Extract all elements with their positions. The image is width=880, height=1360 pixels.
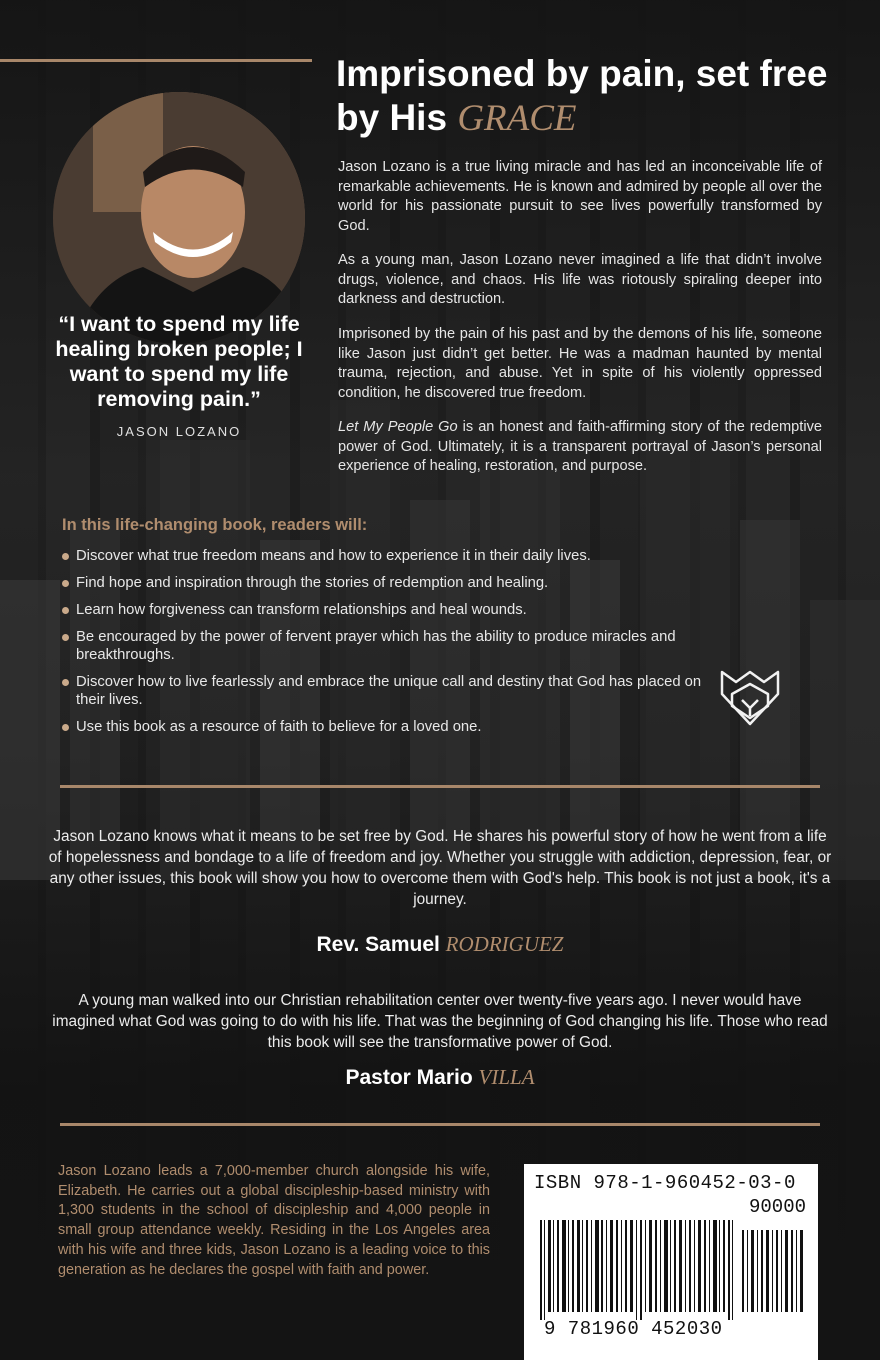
- list-item: [62, 628, 702, 664]
- bullet-icon: [62, 634, 69, 641]
- price-addon: 90000: [748, 1196, 806, 1218]
- isbn-barcode: [524, 1164, 818, 1360]
- list-item-text: Use this book as a resource of faith to believe for a loved one.: [76, 719, 482, 735]
- section-divider-1: [60, 785, 820, 788]
- author-portrait-icon: [53, 92, 305, 344]
- endorser-surname: VILLA: [478, 1065, 535, 1089]
- book-title: Let My People Go: [338, 419, 458, 435]
- list-item-text: Learn how forgiveness can transform relationships and heal wounds.: [76, 602, 527, 618]
- list-item-text: Discover how to live fearlessly and embrace the unique call and destiny that God has placed on their lives.: [76, 674, 702, 708]
- isbn-number: ISBN 978-1-960452-03-0: [534, 1172, 796, 1194]
- section-divider-2: [60, 1123, 820, 1126]
- bullet-icon: [62, 679, 69, 686]
- bullet-icon: [62, 580, 69, 587]
- list-item: [62, 718, 702, 736]
- description-paragraph-3: Imprisoned by the pain of his past and by the demons of his life, someone like Jason just didn’t get better. He was a madman haunted by mental trauma, rejection, and abuse. Yet in spite of his violently oppressed condition, he discovered true freedom.: [338, 326, 822, 401]
- headline-main: Imprisoned by pain, set free by His: [336, 53, 828, 138]
- quote-author: JASON LOZANO: [116, 424, 242, 439]
- author-photo: [53, 92, 305, 344]
- description-paragraph-1: Jason Lozano is a true living miracle and has led an inconceivable life of remarkable achievements. He is known and admired by people all over the world for his passionate pursuit to see lives powerfully transformed by God.: [338, 159, 822, 234]
- headline: [336, 52, 856, 141]
- endorser-surname: RODRIGUEZ: [445, 932, 564, 956]
- endorsement-1-text: Jason Lozano knows what it means to be set free by God. He shares his powerful story of how he went from a life of hopelessness and bondage to a life of freedom and joy. Whether you struggle with addiction, depression, fear, or any other issues, this book will show you how to overcome them with God's help. This book is not just a book, it's a journey.: [48, 828, 832, 908]
- top-left-rule: [0, 59, 312, 62]
- endorser-name: Rev. Samuel: [316, 933, 446, 956]
- pull-quote: “I want to spend my life healing broken people; I want to spend my life removing pain.”: [55, 312, 303, 411]
- description-paragraph-2: As a young man, Jason Lozano never imagined a life that didn’t involve drugs, violence, and chaos. His life was riotously spiraling deeper into darkness and destruction.: [338, 252, 822, 307]
- lion-crown-icon: [718, 668, 782, 726]
- endorsement-1-author: [48, 932, 832, 957]
- list-item-text: Find hope and inspiration through the stories of redemption and healing.: [76, 575, 549, 591]
- description-paragraph-4: [338, 418, 822, 477]
- bullet-icon: [62, 553, 69, 560]
- benefits-title: In this life-changing book, readers will:: [62, 516, 368, 534]
- benefits-list: [62, 547, 702, 745]
- bullet-icon: [62, 607, 69, 614]
- barcode-bars-icon: [538, 1220, 808, 1320]
- headline-accent: GRACE: [457, 98, 577, 139]
- list-item-text: Be encouraged by the power of fervent prayer which has the ability to produce miracles and breakthroughs.: [76, 629, 676, 663]
- bullet-icon: [62, 724, 69, 731]
- description-paragraph-4-body: is an honest and faith-affirming story of the redemptive power of God. Ultimately, it is a transparent portrayal of Jason’s personal experience of healing, restoration, and purpose.: [338, 419, 822, 474]
- list-item: [62, 547, 702, 565]
- list-item: [62, 574, 702, 592]
- list-item: [62, 601, 702, 619]
- author-bio: Jason Lozano leads a 7,000-member church alongside his wife, Elizabeth. He carries out a global discipleship-based ministry with 1,300 students in the school of discipleship and 4,000 people in small group attendance weekly. Residing in the Los Angeles area with his wife and three kids, Jason Lozano is a leading voice to this generation as he declares the gospel with faith and power.: [58, 1163, 490, 1278]
- endorsement-2-text: A young man walked into our Christian rehabilitation center over twenty-five years ago. I never would have imagined what God was going to do with his life. That was the beginning of God changing his life. Those who read this book will see the transformative power of God.: [52, 992, 828, 1051]
- ean-number: 9 781960 452030: [544, 1318, 723, 1340]
- list-item: [62, 673, 702, 709]
- endorser-name: Pastor Mario: [345, 1066, 479, 1089]
- endorsement-2-author: [48, 1065, 832, 1090]
- list-item-text: Discover what true freedom means and how to experience it in their daily lives.: [76, 548, 591, 564]
